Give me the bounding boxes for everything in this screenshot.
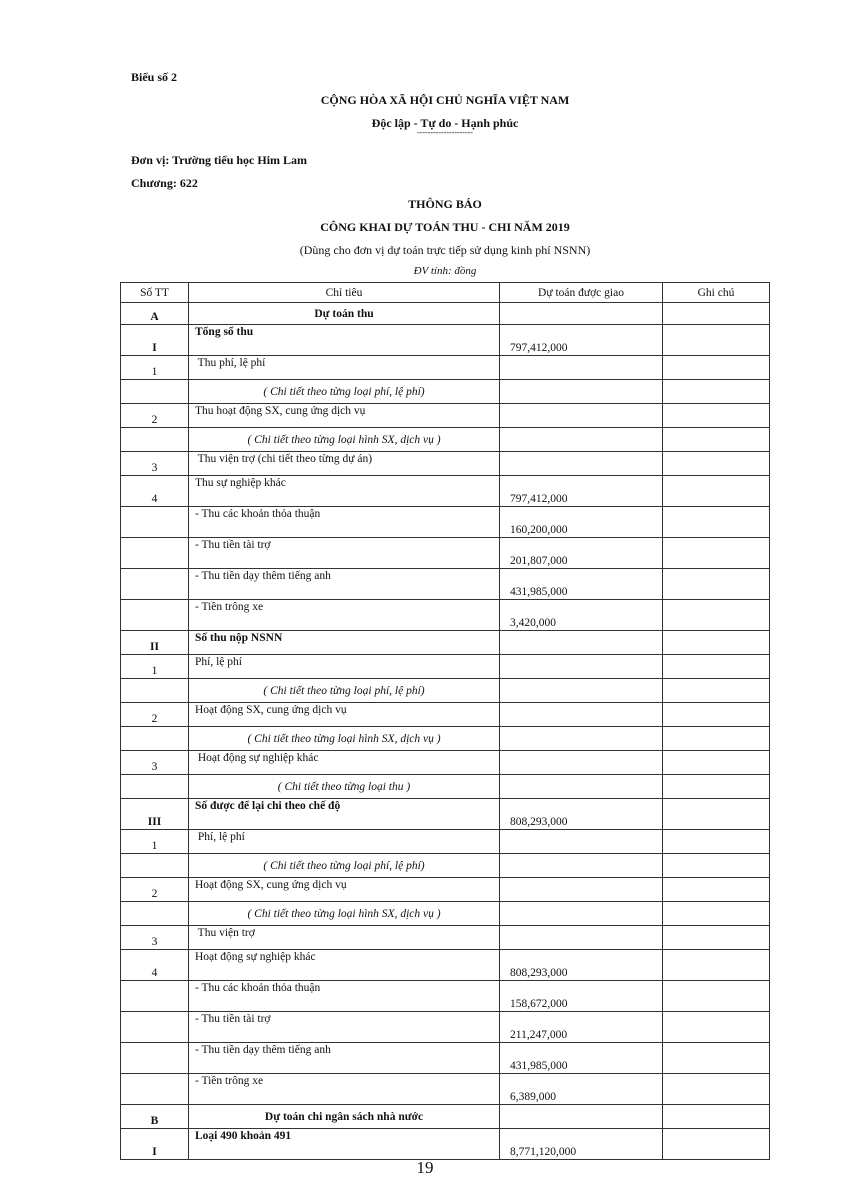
row-value [500,830,663,854]
row-value: 808,293,000 [500,950,663,981]
table-row [121,926,770,950]
row-stt [121,507,189,538]
row-value [500,679,663,703]
row-note [663,751,770,775]
table-header-row [121,283,770,303]
row-note [663,303,770,325]
row-note [663,476,770,507]
row-stt: A [121,303,189,325]
row-stt [121,727,189,751]
row-label: Dự toán thu [189,303,500,325]
row-value: 211,247,000 [500,1012,663,1043]
row-value: 3,420,000 [500,600,663,631]
row-label: ( Chi tiết theo từng loại thu ) [189,775,500,799]
row-stt [121,854,189,878]
table-row [121,727,770,751]
row-stt: III [121,799,189,830]
row-note [663,356,770,380]
table-row [121,981,770,1012]
table-row [121,1105,770,1129]
unit-name: Đơn vị: Trường tiểu học Him Lam [131,153,308,167]
table-row [121,538,770,569]
row-note [663,679,770,703]
row-value [500,926,663,950]
row-note [663,775,770,799]
row-label: Thu phí, lệ phí [189,356,500,380]
row-note [663,902,770,926]
row-stt [121,569,189,600]
row-stt [121,380,189,404]
currency-unit: ĐV tính: đồng [413,265,477,277]
row-value [500,751,663,775]
row-stt [121,981,189,1012]
row-label: Phí, lệ phí [189,830,500,854]
row-stt [121,775,189,799]
row-stt: 1 [121,655,189,679]
row-stt: I [121,325,189,356]
row-label: Loại 490 khoản 491 [189,1129,500,1160]
row-value [500,854,663,878]
row-value [500,703,663,727]
row-note [663,926,770,950]
notice-subtitle: CÔNG KHAI DỰ TOÁN THU - CHI NĂM 2019 [320,220,570,234]
row-note [663,950,770,981]
row-stt: 2 [121,878,189,902]
row-note [663,1105,770,1129]
row-label: Hoạt động sự nghiệp khác [189,751,500,775]
row-note [663,507,770,538]
table-row [121,404,770,428]
table-row [121,600,770,631]
table-row [121,902,770,926]
row-stt [121,538,189,569]
row-note [663,655,770,679]
notice-note: (Dùng cho đơn vị dự toán trực tiếp sử dụng kinh phí NSNN) [299,243,591,257]
row-value: 160,200,000 [500,507,663,538]
table-row [121,325,770,356]
table-row [121,507,770,538]
motto-rule: --------------------- [417,128,473,137]
row-stt: 3 [121,751,189,775]
row-label: Phí, lệ phí [189,655,500,679]
row-label: ( Chi tiết theo từng loại hình SX, dịch vụ ) [189,902,500,926]
table-row [121,878,770,902]
row-stt [121,679,189,703]
row-value [500,452,663,476]
table-row [121,679,770,703]
chapter: Chương: 622 [131,176,198,190]
row-note [663,854,770,878]
row-value: 808,293,000 [500,799,663,830]
row-stt: 3 [121,452,189,476]
row-value: 797,412,000 [500,476,663,507]
row-value [500,655,663,679]
row-value: 431,985,000 [500,1043,663,1074]
row-note [663,631,770,655]
row-value [500,428,663,452]
row-value: 6,389,000 [500,1074,663,1105]
table-row [121,428,770,452]
table-row [121,631,770,655]
row-note [663,727,770,751]
row-stt [121,1012,189,1043]
row-note [663,404,770,428]
row-stt [121,902,189,926]
row-value [500,1105,663,1129]
row-label: Số được để lại chi theo chế độ [189,799,500,830]
row-value [500,404,663,428]
header-stt: Số TT [121,283,189,303]
table-row [121,799,770,830]
header-note: Ghi chú [663,283,770,303]
row-label: - Thu các khoản thỏa thuận [189,981,500,1012]
row-stt: 4 [121,476,189,507]
table-row [121,569,770,600]
row-value [500,303,663,325]
row-value [500,775,663,799]
row-stt: 1 [121,356,189,380]
row-value: 8,771,120,000 [500,1129,663,1160]
row-value [500,380,663,404]
row-label: - Thu tiền dạy thêm tiếng anh [189,1043,500,1074]
row-label: Thu hoạt động SX, cung ứng dịch vụ [189,404,500,428]
table-row [121,303,770,325]
row-note [663,380,770,404]
header-indicator: Chỉ tiêu [189,283,500,303]
row-value [500,878,663,902]
row-label: ( Chi tiết theo từng loại phí, lệ phí) [189,380,500,404]
row-stt [121,1074,189,1105]
row-value [500,356,663,380]
row-note [663,1012,770,1043]
table-row [121,1074,770,1105]
country-heading: CỘNG HÒA XÃ HỘI CHỦ NGHĨA VIỆT NAM [320,93,570,107]
row-note [663,1043,770,1074]
row-stt: 1 [121,830,189,854]
row-label: ( Chi tiết theo từng loại phí, lệ phí) [189,679,500,703]
row-label: ( Chi tiết theo từng loại hình SX, dịch vụ ) [189,727,500,751]
row-stt [121,1043,189,1074]
row-label: Hoạt động sự nghiệp khác [189,950,500,981]
table-row [121,356,770,380]
table-row [121,452,770,476]
row-value: 797,412,000 [500,325,663,356]
row-note [663,538,770,569]
row-value [500,902,663,926]
table-body [121,303,770,1160]
row-label: Hoạt động SX, cung ứng dịch vụ [189,878,500,902]
header-estimate: Dự toán được giao [500,283,663,303]
row-label: - Thu tiền tài trợ [189,538,500,569]
table-row [121,476,770,507]
row-stt: 2 [121,404,189,428]
row-label: Thu viện trợ (chi tiết theo từng dự án) [189,452,500,476]
row-note [663,428,770,452]
row-label: Tổng số thu [189,325,500,356]
row-stt: B [121,1105,189,1129]
row-value [500,727,663,751]
row-note [663,325,770,356]
row-value: 158,672,000 [500,981,663,1012]
row-label: Thu viện trợ [189,926,500,950]
table-row [121,830,770,854]
table-row [121,1129,770,1160]
row-label: ( Chi tiết theo từng loại hình SX, dịch vụ ) [189,428,500,452]
row-label: - Tiền trông xe [189,600,500,631]
row-note [663,799,770,830]
table-row [121,1043,770,1074]
row-stt [121,428,189,452]
row-value [500,631,663,655]
table-row [121,854,770,878]
row-label: Số thu nộp NSNN [189,631,500,655]
row-note [663,830,770,854]
row-stt [121,600,189,631]
table-row [121,775,770,799]
row-label: - Tiền trông xe [189,1074,500,1105]
row-stt: I [121,1129,189,1160]
row-note [663,452,770,476]
row-note [663,1129,770,1160]
form-label: Biểu số 2 [131,70,178,84]
row-value: 201,807,000 [500,538,663,569]
row-value: 431,985,000 [500,569,663,600]
row-note [663,600,770,631]
row-stt: II [121,631,189,655]
row-label: - Thu các khoản thỏa thuận [189,507,500,538]
motto: Độc lập - Tự do - Hạnh phúc [371,116,519,130]
row-note [663,569,770,600]
table-row [121,380,770,404]
table-row [121,703,770,727]
table-row [121,751,770,775]
row-stt: 3 [121,926,189,950]
row-label: - Thu tiền tài trợ [189,1012,500,1043]
row-note [663,1074,770,1105]
row-label: - Thu tiền dạy thêm tiếng anh [189,569,500,600]
row-note [663,878,770,902]
notice-title: THÔNG BÁO [408,197,482,211]
table-row [121,950,770,981]
page-number: 19 [416,1158,434,1177]
budget-table [120,282,770,1160]
row-stt: 2 [121,703,189,727]
table-row [121,655,770,679]
row-note [663,703,770,727]
row-note [663,981,770,1012]
row-stt: 4 [121,950,189,981]
row-label: Thu sự nghiệp khác [189,476,500,507]
row-label: ( Chi tiết theo từng loại phí, lệ phí) [189,854,500,878]
table-row [121,1012,770,1043]
row-label: Hoạt động SX, cung ứng dịch vụ [189,703,500,727]
row-label: Dự toán chi ngân sách nhà nước [189,1105,500,1129]
